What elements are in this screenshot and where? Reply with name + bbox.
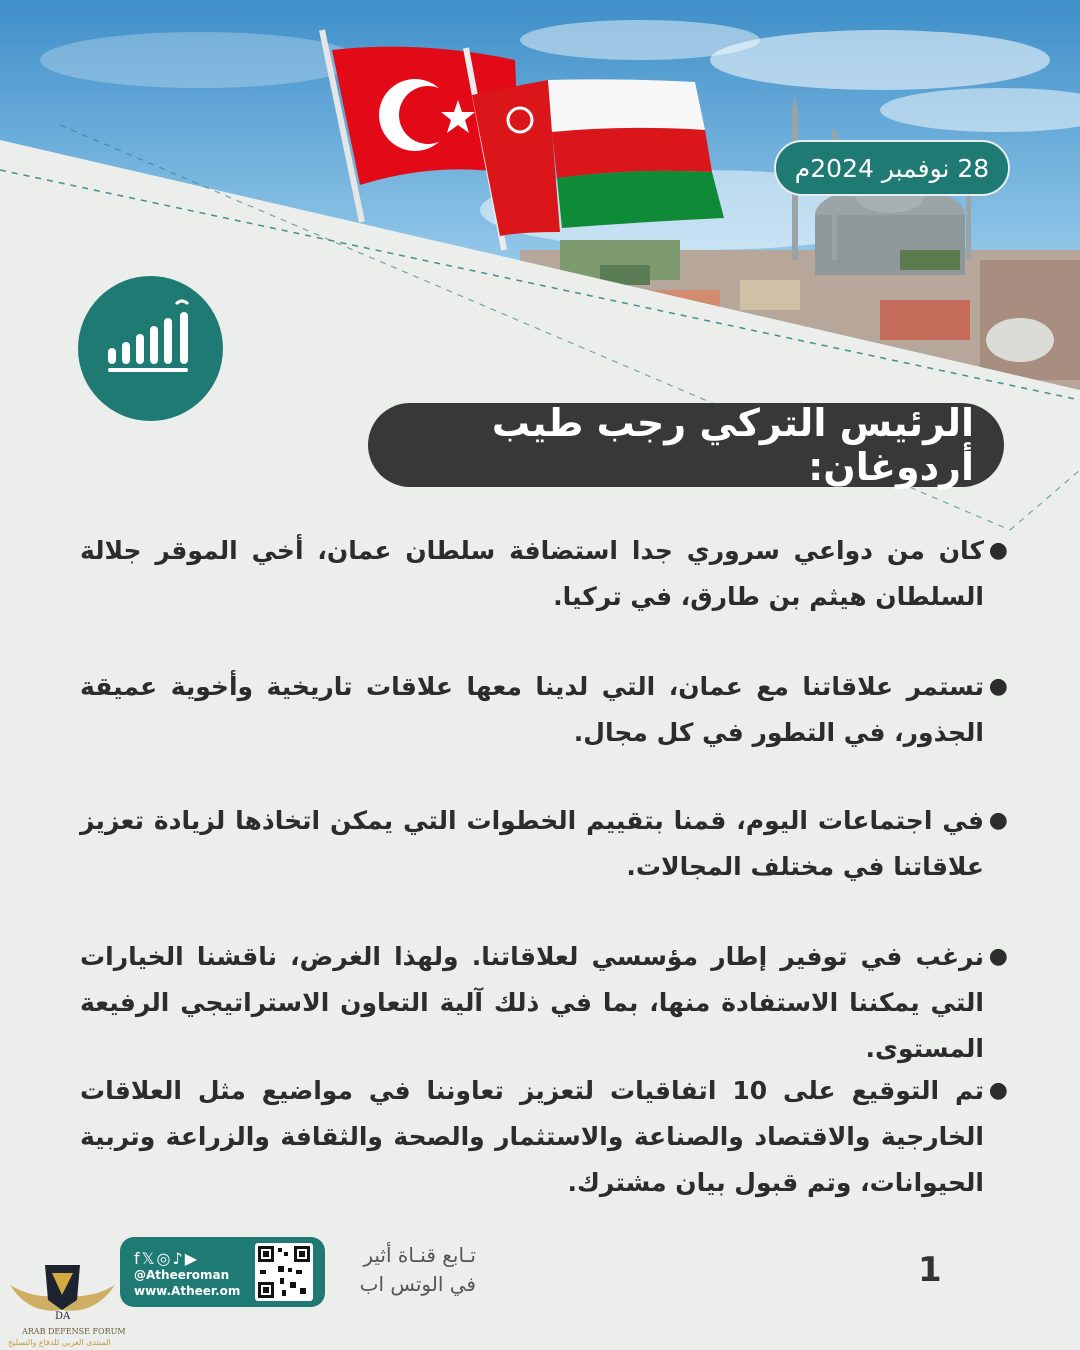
- website-link[interactable]: www.Atheer.om: [134, 1284, 241, 1298]
- list-item-text: في اجتماعات اليوم، قمنا بتقييم الخطوات التي يمكن اتخاذها لزيادة تعزيز علاقاتنا في مختلف المجالات.: [80, 806, 984, 881]
- list-item-text: كان من دواعي سروري جدا استضافة سلطان عمان، أخي الموقر جلالة السلطان هيثم بن طارق، في تركيا.: [80, 536, 984, 611]
- follow-whatsapp-text: في الوتس اب: [359, 1272, 476, 1296]
- list-item-text: تستمر علاقاتنا مع عمان، التي لدينا معها علاقات تاريخية وأخوية عميقة الجذور، في التطور في كل مجال.: [80, 672, 984, 747]
- list-item: [80, 664, 1008, 756]
- list-item: [80, 528, 1008, 620]
- watermark-tagline: المنتدى العربي للدفاع والتسليح: [8, 1338, 111, 1347]
- qr-code-icon[interactable]: [255, 1243, 313, 1301]
- social-handle[interactable]: @Atheeroman: [134, 1268, 230, 1282]
- social-icons-row[interactable]: f𝕏◎♪▶: [134, 1249, 199, 1268]
- speaker-title: الرئيس التركي رجب طيب أردوغان:: [368, 403, 1004, 487]
- list-item: [80, 798, 1008, 890]
- list-item-text: نرغب في توفير إطار مؤسسي لعلاقاتنا. ولهذا الغرض، ناقشنا الخيارات التي يمكننا الاستفادة منها، بما في ذلك آلية التعاون الاستراتيجي الرفيعة المستوى.: [80, 942, 984, 1063]
- bullet-icon: ●: [988, 538, 1008, 563]
- emblem-icon: [0, 1255, 125, 1335]
- page-number: 1: [918, 1250, 942, 1290]
- date-badge: 28 نوفمبر 2024م: [774, 140, 1010, 196]
- watermark-name: ARAB DEFENSE FORUM: [22, 1327, 126, 1336]
- list-item: [80, 1068, 1008, 1206]
- logo-mark-icon: [78, 276, 223, 421]
- svg-text:DA: DA: [55, 1311, 71, 1322]
- bullet-icon: ●: [988, 1078, 1008, 1103]
- list-item: [80, 934, 1008, 1072]
- list-item-text: تم التوقيع على 10 اتفاقيات لتعزيز تعاوننا في مواضيع مثل العلاقات الخارجية والاقتصاد والصناعة والاستثمار والصحة والثقافة والزراعة وتربية الحيوانات، وتم قبول بيان مشترك.: [80, 1076, 984, 1197]
- bullet-icon: ●: [988, 944, 1008, 969]
- bullet-icon: ●: [988, 674, 1008, 699]
- atheer-logo: [78, 276, 223, 421]
- bullet-icon: ●: [988, 808, 1008, 833]
- follow-channel-text: تـابع قنـاة أثير: [363, 1243, 476, 1267]
